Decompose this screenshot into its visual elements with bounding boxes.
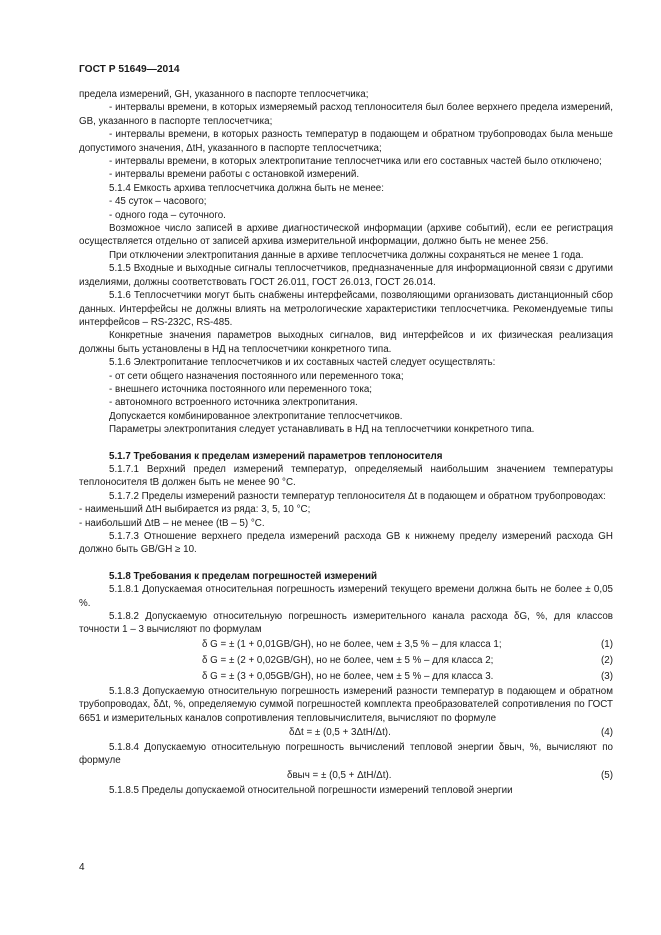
equation-3 [79, 669, 613, 685]
paragraph: Допускается комбинированное электропитание теплосчетчиков. [109, 410, 403, 422]
equation-formula: δ G = ± (3 + 0,05GB/GH), но не более, чем ± 5 % – для класса 3. [202, 670, 494, 682]
paragraph: Возможное число записей в архиве диагностической информации (архиве событий), если ее регистрация осуществляется отдельно от записей архива измерительной информации, должно быть не менее 256. [79, 223, 613, 248]
equation-number: (4) [601, 727, 613, 739]
clause-5-1-8-5: 5.1.8.5 Пределы допускаемой относительной погрешности измерений тепловой энергии [109, 784, 513, 796]
equation-number: (2) [601, 654, 613, 666]
clause-5-1-8-4: 5.1.8.4 Допускаемую относительную погрешность вычислений тепловой энергии δвыч, %, вычисляют по формуле [79, 742, 613, 767]
page-number: 4 [79, 862, 85, 873]
section-heading-5-1-8: 5.1.8 Требования к пределам погрешностей измерений [109, 570, 377, 582]
clause-5-1-8-1: 5.1.8.1 Допускаемая относительная погрешность измерений текущего времени должна быть не более ± 0,05 %. [79, 584, 613, 609]
list-item: - наибольший ΔtB – не менее (tB – 5) °С. [79, 517, 265, 529]
clause-5-1-6: 5.1.6 Теплосчетчики могут быть снабжены интерфейсами, позволяющими организовать дистанционный сбор данных. Интерфейсы не должны влиять на метрологические характеристики теплосчетчика. Рекомендуемые типы интерфейсов – RS-232C, RS-485. [79, 290, 613, 328]
list-item: - интервалы времени, в которых разность температур в подающем и обратном трубопроводах была меньше допустимого значения, ΔtH, указанного в паспорте теплосчетчика; [79, 129, 613, 154]
equation-formula: δ G = ± (1 + 0,01GB/GH), но не более, чем ± 3,5 % – для класса 1; [202, 638, 502, 650]
clause-5-1-7-3: 5.1.7.3 Отношение верхнего предела измерений расхода GB к нижнему пределу измерений расхода GH должно быть GB/GH ≥ 10. [79, 531, 613, 556]
equation-2 [79, 653, 613, 669]
clause-5-1-6-power: 5.1.6 Электропитание теплосчетчиков и их составных частей следует осуществлять: [109, 357, 496, 369]
equation-number: (3) [601, 670, 613, 682]
equation-formula: δ G = ± (2 + 0,02GB/GH), но не более, чем ± 5 % – для класса 2; [202, 654, 494, 666]
equation-number: (1) [601, 638, 613, 650]
document-header: ГОСТ Р 51649—2014 [79, 64, 180, 75]
equation-number: (5) [601, 769, 613, 781]
list-item: - интервалы времени, в которых электропитание теплосчетчика или его составных частей было отключено; [109, 156, 602, 168]
list-item: - интервалы времени, в которых измеряемый расход теплоносителя был более верхнего предела измерений, GB, указанного в паспорте теплосчетчика; [79, 102, 613, 127]
equation-1 [79, 637, 613, 653]
section-heading-5-1-7: 5.1.7 Требования к пределам измерений параметров теплоносителя [109, 450, 443, 462]
equation-4 [79, 725, 613, 741]
list-item: - внешнего источника постоянного или переменного тока; [109, 383, 373, 395]
clause-5-1-7-1: 5.1.7.1 Верхний предел измерений температур, определяемый наибольшим значением температуры теплоносителя tB должен быть не менее 90 °С. [79, 463, 613, 489]
clause-5-1-7-2: 5.1.7.2 Пределы измерений разности температур теплоносителя Δt в подающем и обратном трубопроводах: [109, 490, 606, 502]
page-body [79, 88, 613, 797]
paragraph: Параметры электропитания следует устанавливать в НД на теплосчетчики конкретного типа. [109, 424, 535, 436]
clause-5-1-8-2: 5.1.8.2 Допускаемую относительную погрешность измерительного канала расхода δG, %, для классов точности 1 – 3 вычисляют по формулам [79, 611, 613, 636]
list-item: - интервалы времени работы с остановкой измерений. [109, 169, 360, 181]
list-item: - от сети общего назначения постоянного или переменного тока; [109, 370, 404, 382]
paragraph: При отключении электропитания данные в архиве теплосчетчика должны сохраняться не менее 1 года. [109, 249, 584, 261]
list-item: - наименьший ΔtH выбирается из ряда: 3, 5, 10 °С; [79, 504, 311, 516]
equation-5 [79, 768, 613, 784]
paragraph: Конкретные значения параметров выходных сигналов, вид интерфейсов и их физическая реализация должны быть установлены в НД на теплосчетчики конкретного типа. [79, 330, 613, 355]
clause-5-1-5: 5.1.5 Входные и выходные сигналы теплосчетчиков, предназначенные для информационной связи с другими изделиями, должны соответствовать ГОСТ 26.011, ГОСТ 26.013, ГОСТ 26.014. [79, 263, 613, 288]
equation-formula: δΔt = ± (0,5 + 3ΔtH/Δt). [289, 727, 391, 739]
list-item: - 45 суток – часового; [109, 196, 207, 208]
equation-formula: δвыч = ± (0,5 + ΔtH/Δt). [287, 769, 392, 781]
list-item: - одного года – суточного. [109, 209, 226, 221]
clause-5-1-8-3: 5.1.8.3 Допускаемую относительную погрешность измерений разности температур в подающем и обратном трубопроводах, δΔt, %, определяемую суммой погрешностей комплекта преобразователей сопротивления по ГОСТ 6651 и измерительных каналов сопротивления тепловычислителя, вычисляют по формуле [79, 685, 613, 724]
list-item: - автономного встроенного источника электропитания. [109, 397, 358, 409]
clause-5-1-4: 5.1.4 Емкость архива теплосчетчика должна быть не менее: [109, 182, 384, 194]
paragraph: предела измерений, GH, указанного в паспорте теплосчетчика; [79, 89, 369, 100]
